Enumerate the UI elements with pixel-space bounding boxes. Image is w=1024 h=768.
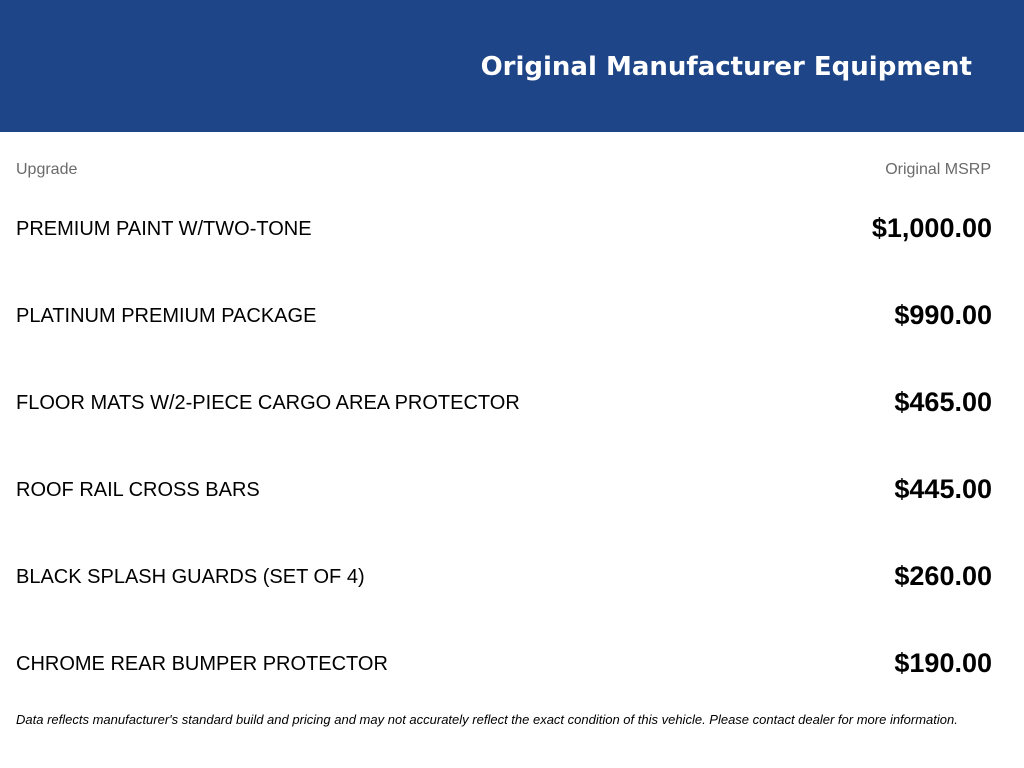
item-price: $445.00	[894, 474, 992, 504]
item-name: BLACK SPLASH GUARDS (SET OF 4)	[16, 566, 365, 588]
list-item	[0, 548, 1024, 635]
list-item	[0, 287, 1024, 374]
item-name: PLATINUM PREMIUM PACKAGE	[16, 305, 317, 327]
item-price: $465.00	[894, 387, 992, 417]
list-item	[0, 200, 1024, 287]
item-price: $1,000.00	[871, 213, 992, 243]
item-name: ROOF RAIL CROSS BARS	[16, 479, 260, 501]
item-price: $260.00	[894, 561, 992, 591]
item-name: PREMIUM PAINT W/TWO-TONE	[16, 218, 312, 240]
item-name: CHROME REAR BUMPER PROTECTOR	[16, 653, 388, 675]
item-price: $990.00	[894, 300, 992, 330]
column-header-upgrade: Upgrade	[16, 161, 78, 178]
header-banner	[0, 0, 1024, 132]
disclaimer-note: Data reflects manufacturer's standard build and pricing and may not accurately reflect the exact condition of this vehicle. Please contact dealer for more information.	[16, 712, 958, 727]
equipment-list	[0, 200, 1024, 722]
list-item	[0, 461, 1024, 548]
item-name: FLOOR MATS W/2-PIECE CARGO AREA PROTECTOR	[16, 392, 520, 414]
item-price: $190.00	[894, 648, 992, 678]
column-header-msrp: Original MSRP	[885, 161, 991, 178]
list-item	[0, 374, 1024, 461]
page-title: Original Manufacturer Equipment	[480, 52, 972, 82]
list-item	[0, 635, 1024, 722]
